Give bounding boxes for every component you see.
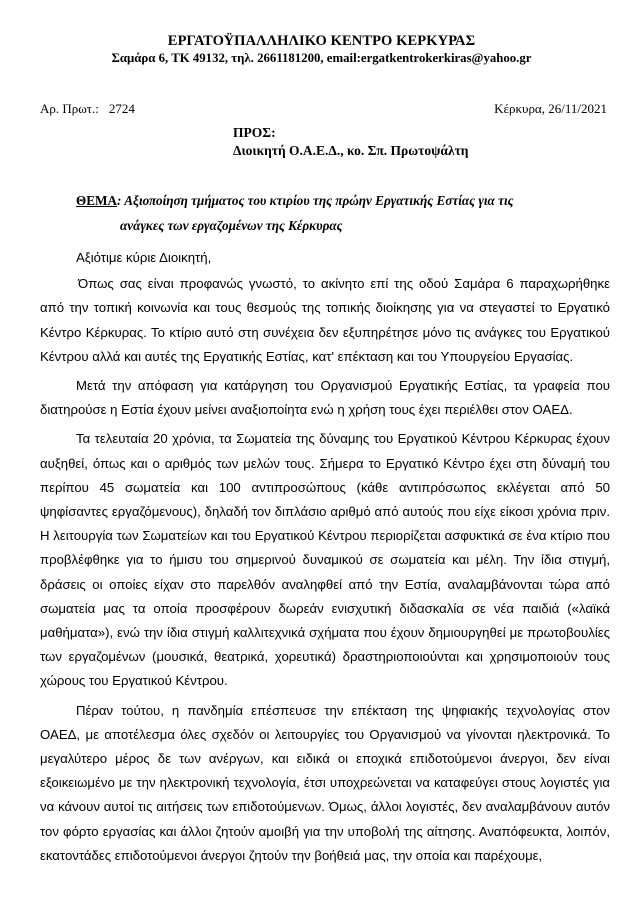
- protocol-label: Αρ. Πρωτ.:: [40, 101, 99, 116]
- subject-line-2: ανάγκες των εργαζομένων της Κέρκυρας: [120, 218, 343, 233]
- letter-body: [40, 246, 610, 873]
- body-paragraph: Μετά την απόφαση για κατάργηση του Οργανισμού Εργατικής Εστίας, τα γραφεία που διατηρούσε η Εστία έχουν μείνει αναξιοποίητα ενώ η χρήση τους έχει περιέλθει στον ΟΑΕΔ.: [40, 378, 610, 418]
- recipient-label: ΠΡΟΣ:: [233, 125, 276, 140]
- subject-colon: :: [117, 193, 125, 208]
- body-paragraph: Τα τελευταία 20 χρόνια, τα Σωματεία της δύναμης του Εργατικού Κέντρου Κέρκυρας έχουν αυξηθεί, όπως και ο αριθμός των μελών τους. Σήμερα το Εργατικό Κέντρο έχει στη δύναμή του περίπου 45 σωματεία και 100 αντιπροσώπους (κάθε αντιπρόσωπος εκλέγεται από 50 ψηφίσαντες εργαζόμενους), δηλαδή τον διπλάσιο αριθμό από αυτούς που είχε είκοσι χρόνια πριν. Η λειτουργία των Σωματείων και του Εργατικού Κέντρου περιορίζεται ασφυκτικά σε ένα κτίριο που προβλέφθηκε για το ήμισυ του σημερινού δυναμικού σε σωματεία και μέλη. Την ίδια στιγμή, δράσεις οι οποίες είχαν στο παρελθόν αναληφθεί από την Εστία, αναλαμβάνονται τώρα από σωματεία μας τα οποία προσφέρουν δωρεάν ενισχυτική διδασκαλία σε νέα παιδιά («λαϊκά μαθήματα»), ενώ την ίδια στιγμή καλλιτεχνικά σχήματα που έχουν δημιουργηθεί με πρωτοβουλίες των εργαζομένων (μουσικά, θεατρικά, χορευτικά) δραστηριοποιούνται και χρησιμοποιούν τους χώρους του Εργατικού Κέντρου.: [40, 431, 610, 689]
- body-paragraph: Πέραν τούτου, η πανδημία επέσπευσε την επέκταση της ψηφιακής τεχνολογίας στον ΟΑΕΔ, με αποτέλεσμα όλες σχεδόν οι λειτουργίες του Οργανισμού να γίνονται ηλεκτρονικά. Το μεγαλύτερο μέρος δε των ανέργων, και ειδικά οι εποχικά επιδοτούμενοι άνεργοι, δεν είναι εξοικειωμένο με την ηλεκτρονική τεχνολογία, έτσι υποχρεώνεται να καταφεύγει στους λογιστές για να κάνουν αυτοί τις αιτήσεις των επιδοτούμενων. Όμως, άλλοι λογιστές, δεν αναλαμβάνουν αυτόν τον φόρτο εργασίας και άλλοι ζητούν αμοιβή για την υποβολή της αίτησης. Αναπόφευκτα, λοιπόν, εκατοντάδες επιδοτούμενοι άνεργοι ζητούν την βοήθειά μας, την οποία και παρέχουμε,: [40, 702, 610, 863]
- protocol-value: 2724: [108, 101, 135, 116]
- salutation: Αξιότιμε κύριε Διοικητή,: [76, 250, 212, 265]
- subject-block: [76, 188, 596, 238]
- letterhead-address: Σαμάρα 6, ΤΚ 49132, τηλ. 2661181200, email:ergatkentrokerkiras@yahoo.gr: [111, 51, 532, 65]
- subject-label: ΘΕΜΑ: [76, 193, 118, 208]
- protocol-number: [40, 101, 135, 117]
- letter-date: Κέρκυρα, 26/11/2021: [494, 101, 607, 116]
- body-paragraph: Όπως σας είναι προφανώς γνωστό, το ακίνητο επί της οδού Σαμάρα 6 παραχωρήθηκε από την τοπική κοινωνία και τους θεσμούς της τοπικής διοίκησης για να στεγαστεί το Εργατικό Κέντρο Κέρκυρας. Το κτίριο αυτό στη συνέχεια δεν εξυπηρέτησε μόνο τις ανάγκες του Εργατικού Κέντρου αλλά και αυτές της Εργατικής Εστίας, κατ' επέκταση και του Υπουργείου Εργασίας.: [40, 276, 610, 364]
- subject-line-1: Αξιοποίηση τμήματος του κτιρίου της πρώην Εργατικής Εστίας για τις: [124, 193, 514, 208]
- recipient-name: Διοικητή Ο.Α.Ε.Δ., κο. Σπ. Πρωτοψάλτη: [233, 143, 469, 158]
- letterhead-title: ΕΡΓΑΤΟΫΠΑΛΛΗΛΙΚΟ ΚΕΝΤΡΟ ΚΕΡΚΥΡΑΣ: [167, 33, 476, 49]
